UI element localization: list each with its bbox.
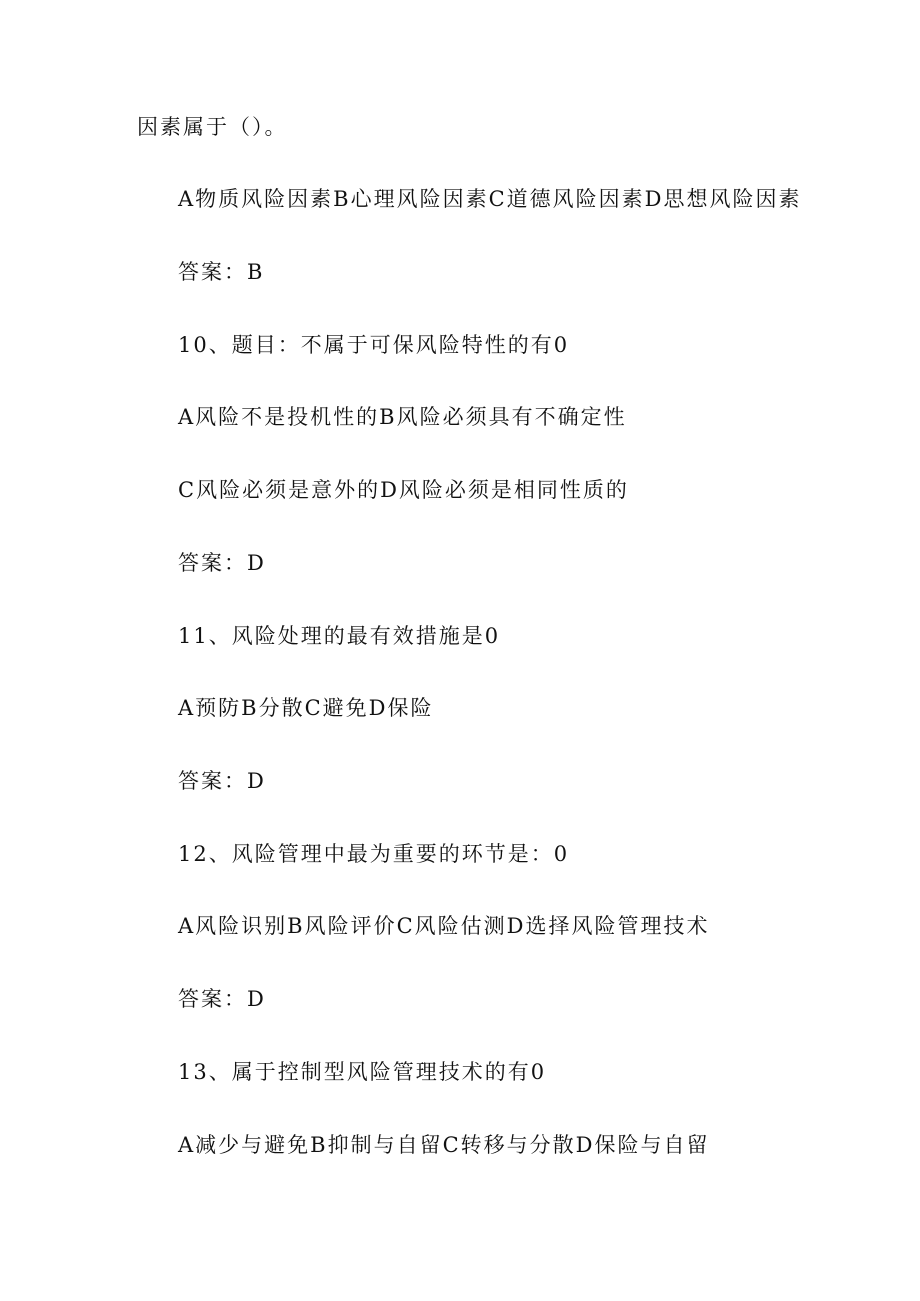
options-line: A风险不是投机性的B风险必须具有不确定性 xyxy=(178,405,627,429)
answer-line: 答案：D xyxy=(178,987,266,1011)
options-line: C风险必须是意外的D风险必须是相同性质的 xyxy=(178,478,629,502)
options-line: A减少与避免B抑制与自留C转移与分散D保险与自留 xyxy=(178,1133,710,1157)
options-line: A风险识别B风险评价C风险估测D选择风险管理技术 xyxy=(178,914,710,938)
question-13: 13、属于控制型风险管理技术的有0 xyxy=(178,1060,547,1084)
question-12: 12、风险管理中最为重要的环节是：0 xyxy=(178,842,570,866)
question-continuation: 因素属于（）。 xyxy=(137,115,288,139)
options-line: A预防B分散C避免D保险 xyxy=(178,696,434,720)
answer-line: 答案：D xyxy=(178,769,266,793)
answer-line: 答案：B xyxy=(178,260,265,284)
options-line: A物质风险因素B心理风险因素C道德风险因素D思想风险因素 xyxy=(178,187,802,211)
question-10: 10、题目：不属于可保风险特性的有0 xyxy=(178,333,570,357)
question-11: 11、风险处理的最有效措施是0 xyxy=(178,624,501,648)
answer-line: 答案：D xyxy=(178,551,266,575)
